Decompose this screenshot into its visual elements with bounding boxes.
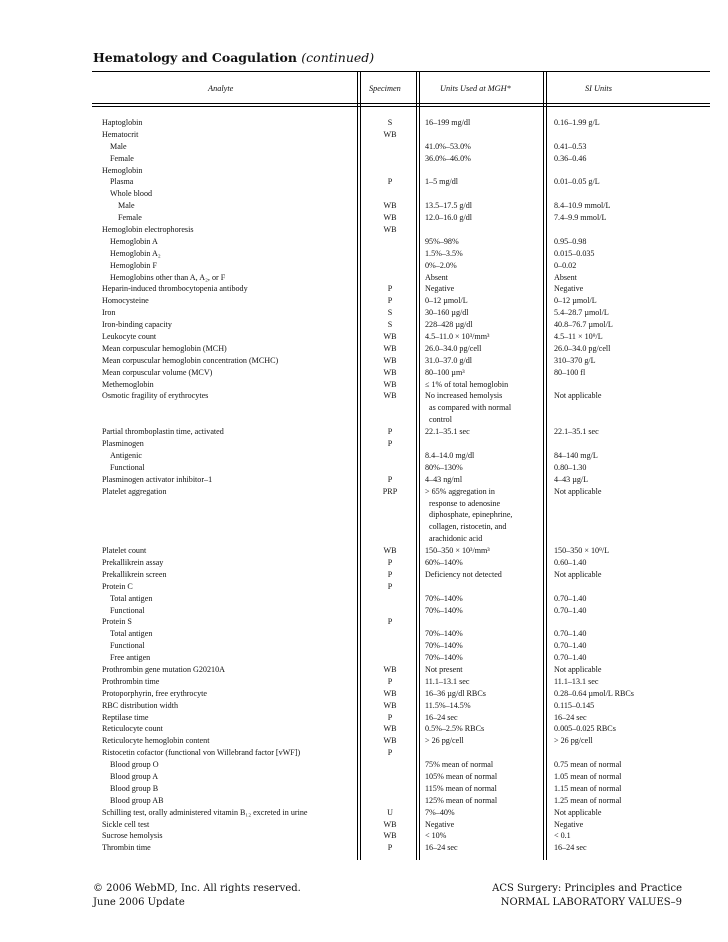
specimen-cell: WB	[383, 367, 397, 377]
si-units-cell: 16–24 sec	[554, 712, 587, 722]
page-title	[93, 50, 374, 65]
units-mgh-cell: Negative	[425, 284, 455, 294]
analyte-cell: Functional	[110, 605, 145, 615]
specimen-cell: WB	[383, 664, 397, 674]
si-units-cell: 1.25 mean of normal	[554, 795, 622, 805]
analyte-cell: Prekallikrein assay	[102, 557, 164, 567]
specimen-cell: WB	[383, 355, 397, 365]
footer-right	[492, 882, 682, 910]
analyte-cell: Sickle cell test	[102, 819, 150, 829]
specimen-cell: P	[387, 712, 393, 722]
specimen-cell: P	[387, 581, 393, 591]
table-row	[92, 153, 710, 165]
table-row	[92, 414, 710, 426]
analyte-cell: Plasma	[110, 177, 134, 187]
analyte-cell: RBC distribution width	[102, 700, 179, 710]
specimen-cell: P	[387, 296, 393, 306]
table-row	[92, 521, 710, 533]
si-units-cell: 0.70–1.40	[554, 605, 587, 615]
units-mgh-cell: 70%–140%	[425, 653, 463, 663]
si-units-cell: Absent	[554, 272, 577, 282]
analyte-cell: Total antigen	[110, 629, 153, 639]
table-row	[92, 819, 710, 831]
units-mgh-cell: 8.4–14.0 mg/dl	[425, 450, 475, 460]
table-row	[92, 509, 710, 521]
table-row	[92, 224, 710, 236]
units-mgh-cell: 70%–140%	[425, 641, 463, 651]
analyte-cell: Protein C	[102, 581, 133, 591]
si-units-cell: Not applicable	[554, 807, 602, 817]
table-row	[92, 260, 710, 272]
units-mgh-cell: 105% mean of normal	[425, 771, 498, 781]
units-mgh-cell: > 65% aggregation in	[425, 486, 495, 496]
units-mgh-cell: 4.5–11.0 × 10³/mm³	[425, 332, 490, 342]
table-row	[92, 462, 710, 474]
specimen-cell: S	[387, 320, 393, 330]
table-row	[92, 367, 710, 379]
analyte-cell: Hemoglobin A₂	[110, 248, 161, 258]
analyte-cell: Functional	[110, 641, 145, 651]
units-mgh-cell: 70%–140%	[425, 629, 463, 639]
column-header-specimen: Specimen	[369, 84, 401, 93]
analyte-cell: Hemoglobin electrophoresis	[102, 225, 194, 235]
si-units-cell: 0.70–1.40	[554, 629, 587, 639]
si-units-cell: 1.15 mean of normal	[554, 783, 622, 793]
si-units-cell: < 0.1	[554, 831, 571, 841]
table-row	[92, 379, 710, 391]
units-mgh-cell: 125% mean of normal	[425, 795, 498, 805]
table-row	[92, 700, 710, 712]
specimen-cell: S	[387, 118, 393, 127]
table-row	[92, 533, 710, 545]
header-rule	[92, 103, 710, 104]
table-row	[92, 307, 710, 319]
table-row	[92, 426, 710, 438]
table-row	[92, 129, 710, 141]
units-mgh-cell: 16–24 sec	[425, 843, 458, 853]
units-mgh-cell: response to adenosine	[425, 498, 501, 508]
units-mgh-cell: 115% mean of normal	[425, 783, 497, 793]
analyte-cell: Blood group A	[110, 771, 159, 781]
table-row	[92, 807, 710, 819]
table-row	[92, 165, 710, 177]
analyte-cell: Prekallikrein screen	[102, 569, 167, 579]
analyte-cell: Mean corpuscular hemoglobin concentration (MCHC)	[102, 355, 279, 365]
units-mgh-cell: 22.1–35.1 sec	[425, 427, 470, 437]
units-mgh-cell: Negative	[425, 819, 455, 829]
analyte-cell: Homocysteine	[102, 296, 149, 306]
specimen-cell: WB	[383, 819, 397, 829]
si-units-cell: 4.5–11 × 10⁹/L	[554, 332, 603, 342]
table-row	[92, 390, 710, 402]
specimen-cell: P	[387, 843, 393, 853]
analyte-cell: Partial thromboplastin time, activated	[102, 427, 224, 437]
units-mgh-cell: 70%–140%	[425, 593, 463, 603]
si-units-cell: 0.70–1.40	[554, 641, 587, 651]
footer-book-title: ACS Surgery: Principles and Practice	[492, 883, 682, 894]
specimen-cell: WB	[383, 201, 397, 211]
table-row	[92, 188, 710, 200]
analyte-cell: Hemoglobin F	[110, 260, 157, 270]
si-units-cell: 310–370 g/L	[554, 355, 596, 365]
analyte-cell: Hemoglobin	[102, 165, 143, 175]
units-mgh-cell: < 10%	[425, 831, 447, 841]
si-units-cell: 0.16–1.99 g/L	[554, 118, 600, 127]
analyte-cell: Iron-binding capacity	[102, 320, 172, 330]
table-row	[92, 355, 710, 367]
table-row	[92, 200, 710, 212]
analyte-cell: Platelet aggregation	[102, 486, 167, 496]
table-row	[92, 759, 710, 771]
specimen-cell: WB	[383, 736, 397, 746]
si-units-cell: 0.70–1.40	[554, 593, 587, 603]
si-units-cell: 0.60–1.40	[554, 557, 587, 567]
footer-left	[93, 882, 301, 910]
si-units-cell: Not applicable	[554, 486, 602, 496]
analyte-cell: Blood group AB	[110, 795, 164, 805]
si-units-cell: 0–12 µmol/L	[554, 296, 597, 306]
specimen-cell: WB	[383, 831, 397, 841]
units-mgh-cell: 95%–98%	[425, 236, 459, 246]
header-rule-2	[92, 106, 710, 107]
si-units-cell: 1.05 mean of normal	[554, 771, 622, 781]
analyte-cell: Female	[118, 213, 142, 223]
si-units-cell: 84–140 mg/L	[554, 450, 598, 460]
units-mgh-cell: 4–43 ng/ml	[425, 474, 463, 484]
si-units-cell: 0.01–0.05 g/L	[554, 177, 600, 187]
si-units-cell: 16–24 sec	[554, 843, 587, 853]
table-row	[92, 545, 710, 557]
analyte-cell: Protein S	[102, 617, 132, 627]
units-mgh-cell: Absent	[425, 272, 448, 282]
table-row	[92, 450, 710, 462]
table-row	[92, 295, 710, 307]
table-row	[92, 343, 710, 355]
units-mgh-cell: 26.0–34.0 pg/cell	[425, 343, 482, 353]
analyte-cell: Hematocrit	[102, 129, 139, 139]
units-mgh-cell: as compared with normal	[425, 403, 512, 413]
units-mgh-cell: 12.0–16.0 g/dl	[425, 213, 472, 223]
analyte-cell: Reticulocyte hemoglobin content	[102, 736, 210, 746]
analyte-cell: Blood group B	[110, 783, 159, 793]
analyte-cell: Prothrombin gene mutation G20210A	[102, 664, 225, 674]
analyte-cell: Schilling test, orally administered vitamin B₁₂ excreted in urine	[102, 807, 308, 817]
table-row	[92, 830, 710, 842]
table-row	[92, 735, 710, 747]
units-mgh-cell: arachidonic acid	[425, 534, 483, 544]
footer-update: June 2006 Update	[93, 897, 185, 908]
si-units-cell: Not applicable	[554, 391, 602, 401]
si-units-cell: Negative	[554, 284, 584, 294]
si-units-cell: 0.115–0.145	[554, 700, 595, 710]
si-units-cell: 0.005–0.025 RBCs	[554, 724, 616, 734]
analyte-cell: Protoporphyrin, free erythrocyte	[102, 688, 207, 698]
specimen-cell: P	[387, 676, 393, 686]
analyte-cell: Plasminogen	[102, 439, 144, 449]
analyte-cell: Ristocetin cofactor (functional von Willebrand factor [vWF])	[102, 748, 301, 758]
table-row	[92, 640, 710, 652]
table-row	[92, 319, 710, 331]
specimen-cell: WB	[383, 343, 397, 353]
si-units-cell: 22.1–35.1 sec	[554, 427, 599, 437]
analyte-cell: Prothrombin time	[102, 676, 160, 686]
table-row	[92, 212, 710, 224]
table-row	[92, 628, 710, 640]
units-mgh-cell: 0–12 µmol/L	[425, 296, 468, 306]
units-mgh-cell: 16–24 sec	[425, 712, 458, 722]
analyte-cell: Heparin-induced thrombocytopenia antibody	[102, 284, 248, 294]
analyte-cell: Hemoglobins other than A, A₂, or F	[110, 272, 226, 282]
units-mgh-cell: 80%–130%	[425, 462, 463, 472]
footer-copyright: © 2006 WebMD, Inc. All rights reserved.	[93, 883, 301, 894]
analyte-cell: Free antigen	[110, 653, 151, 663]
table-row	[92, 593, 710, 605]
analyte-cell: Osmotic fragility of erythrocytes	[102, 391, 209, 401]
table-row	[92, 438, 710, 450]
units-mgh-cell: 7%–40%	[425, 807, 455, 817]
units-mgh-cell: 1–5 mg/dl	[425, 177, 459, 187]
analyte-cell: Plasminogen activator inhibitor–1	[102, 474, 213, 484]
si-units-cell: 80–100 fl	[554, 367, 586, 377]
specimen-cell: WB	[383, 688, 397, 698]
units-mgh-cell: ≤ 1% of total hemoglobin	[425, 379, 509, 389]
si-units-cell: 4–43 µg/L	[554, 474, 589, 484]
specimen-cell: P	[387, 439, 393, 449]
si-units-cell: 40.8–76.7 µmol/L	[554, 320, 613, 330]
table-row	[92, 248, 710, 260]
table-row	[92, 795, 710, 807]
specimen-cell: P	[387, 284, 393, 294]
analyte-cell: Mean corpuscular hemoglobin (MCH)	[102, 343, 227, 353]
si-units-cell: 0–0.02	[554, 260, 577, 270]
units-mgh-cell: collagen, ristocetin, and	[425, 522, 507, 532]
table-row	[92, 498, 710, 510]
si-units-cell: 0.80–1.30	[554, 462, 587, 472]
analyte-cell: Female	[110, 153, 134, 163]
column-header-analyte: Analyte	[208, 84, 234, 93]
table-row	[92, 569, 710, 581]
si-units-cell: 0.95–0.98	[554, 236, 587, 246]
si-units-cell: > 26 pg/cell	[554, 736, 593, 746]
si-units-cell: 0.70–1.40	[554, 653, 587, 663]
analyte-cell: Iron	[102, 308, 116, 318]
units-mgh-cell: 75% mean of normal	[425, 760, 494, 770]
table-row	[92, 723, 710, 735]
units-mgh-cell: 13.5–17.5 g/dl	[425, 201, 472, 211]
units-mgh-cell: 30–160 µg/dl	[425, 308, 469, 318]
analyte-cell: Functional	[110, 462, 145, 472]
table-row	[92, 474, 710, 486]
specimen-cell: P	[387, 474, 393, 484]
analyte-cell: Methemoglobin	[102, 379, 154, 389]
table-row	[92, 236, 710, 248]
table-row	[92, 771, 710, 783]
units-mgh-cell: diphosphate, epinephrine,	[425, 510, 513, 520]
analyte-cell: Sucrose hemolysis	[102, 831, 163, 841]
units-mgh-cell: 41.0%–53.0%	[425, 141, 471, 151]
table-row	[92, 747, 710, 759]
si-units-cell: 8.4–10.9 mmol/L	[554, 201, 611, 211]
table-row	[92, 652, 710, 664]
table-row	[92, 676, 710, 688]
si-units-cell: 26.0–34.0 pg/cell	[554, 343, 611, 353]
analyte-cell: Whole blood	[110, 189, 153, 199]
si-units-cell: 0.015–0.035	[554, 248, 595, 258]
si-units-cell: Not applicable	[554, 664, 602, 674]
table-row	[92, 557, 710, 569]
table-row	[92, 117, 710, 129]
specimen-cell: WB	[383, 724, 397, 734]
specimen-cell: S	[387, 308, 393, 318]
table-row	[92, 605, 710, 617]
specimen-cell: WB	[383, 332, 397, 342]
si-units-cell: 0.36–0.46	[554, 153, 587, 163]
lab-values-table	[92, 117, 710, 854]
table-row	[92, 783, 710, 795]
table-row	[92, 842, 710, 854]
specimen-cell: WB	[383, 546, 397, 556]
analyte-cell: Reptilase time	[102, 712, 149, 722]
specimen-cell: P	[387, 617, 393, 627]
table-row	[92, 688, 710, 700]
si-units-cell: 5.4–28.7 µmol/L	[554, 308, 609, 318]
si-units-cell: Not applicable	[554, 569, 602, 579]
table-row	[92, 581, 710, 593]
analyte-cell: Mean corpuscular volume (MCV)	[102, 367, 213, 377]
units-mgh-cell: 11.5%–14.5%	[425, 700, 471, 710]
table-row	[92, 616, 710, 628]
analyte-cell: Antigenic	[110, 450, 142, 460]
table-row	[92, 712, 710, 724]
column-header-si-units: SI Units	[585, 84, 612, 93]
table-row	[92, 176, 710, 188]
specimen-cell: P	[387, 427, 393, 437]
si-units-cell: Negative	[554, 819, 584, 829]
units-mgh-cell: Deficiency not detected	[425, 569, 502, 579]
table-row	[92, 283, 710, 295]
analyte-cell: Haptoglobin	[102, 118, 143, 127]
units-mgh-cell: 16–36 µg/dl RBCs	[425, 688, 486, 698]
analyte-cell: Male	[118, 201, 135, 211]
si-units-cell: 150–350 × 10⁹/L	[554, 546, 610, 556]
specimen-cell: WB	[383, 225, 397, 235]
units-mgh-cell: 16–199 mg/dl	[425, 118, 471, 127]
specimen-cell: P	[387, 557, 393, 567]
table-row	[92, 331, 710, 343]
analyte-cell: Platelet count	[102, 546, 147, 556]
specimen-cell: P	[387, 748, 393, 758]
si-units-cell: 0.41–0.53	[554, 141, 587, 151]
footer-section: NORMAL LABORATORY VALUES–9	[500, 897, 682, 908]
specimen-cell: U	[387, 807, 393, 817]
table-row	[92, 402, 710, 414]
units-mgh-cell: No increased hemolysis	[425, 391, 503, 401]
page-title-main: Hematology and Coagulation	[93, 50, 297, 65]
units-mgh-cell: Not present	[425, 664, 463, 674]
analyte-cell: Reticulocyte count	[102, 724, 163, 734]
analyte-cell: Blood group O	[110, 760, 159, 770]
si-units-cell: 11.1–13.1 sec	[554, 676, 599, 686]
units-mgh-cell: 36.0%–46.0%	[425, 153, 471, 163]
table-row	[92, 272, 710, 284]
units-mgh-cell: 0.5%–2.5% RBCs	[425, 724, 485, 734]
units-mgh-cell: 31.0–37.0 g/dl	[425, 355, 472, 365]
units-mgh-cell: control	[425, 415, 452, 425]
table-row	[92, 486, 710, 498]
units-mgh-cell: 1.5%–3.5%	[425, 248, 463, 258]
table-row	[92, 664, 710, 676]
specimen-cell: P	[387, 177, 393, 187]
analyte-cell: Male	[110, 141, 127, 151]
units-mgh-cell: 150–350 × 10³/mm³	[425, 546, 490, 556]
units-mgh-cell: 11.1–13.1 sec	[425, 676, 470, 686]
units-mgh-cell: 228–428 µg/dl	[425, 320, 473, 330]
table-row	[92, 141, 710, 153]
specimen-cell: WB	[383, 129, 397, 139]
units-mgh-cell: 0%–2.0%	[425, 260, 457, 270]
specimen-cell: WB	[383, 379, 397, 389]
column-header-units-mgh: Units Used at MGH*	[440, 84, 511, 93]
units-mgh-cell: 70%–140%	[425, 605, 463, 615]
analyte-cell: Leukocyte count	[102, 332, 157, 342]
si-units-cell: 0.28–0.64 µmol/L RBCs	[554, 688, 634, 698]
specimen-cell: WB	[383, 213, 397, 223]
analyte-cell: Hemoglobin A	[110, 236, 158, 246]
specimen-cell: WB	[383, 700, 397, 710]
units-mgh-cell: 80–100 µm³	[425, 367, 465, 377]
specimen-cell: P	[387, 569, 393, 579]
specimen-cell: PRP	[382, 486, 398, 496]
page-title-suffix: (continued)	[301, 50, 375, 65]
top-rule	[92, 71, 710, 72]
units-mgh-cell: 60%–140%	[425, 557, 463, 567]
analyte-cell: Thrombin time	[102, 843, 151, 853]
specimen-cell: WB	[383, 391, 397, 401]
si-units-cell: 7.4–9.9 mmol/L	[554, 213, 607, 223]
si-units-cell: 0.75 mean of normal	[554, 760, 622, 770]
units-mgh-cell: > 26 pg/cell	[425, 736, 464, 746]
analyte-cell: Total antigen	[110, 593, 153, 603]
